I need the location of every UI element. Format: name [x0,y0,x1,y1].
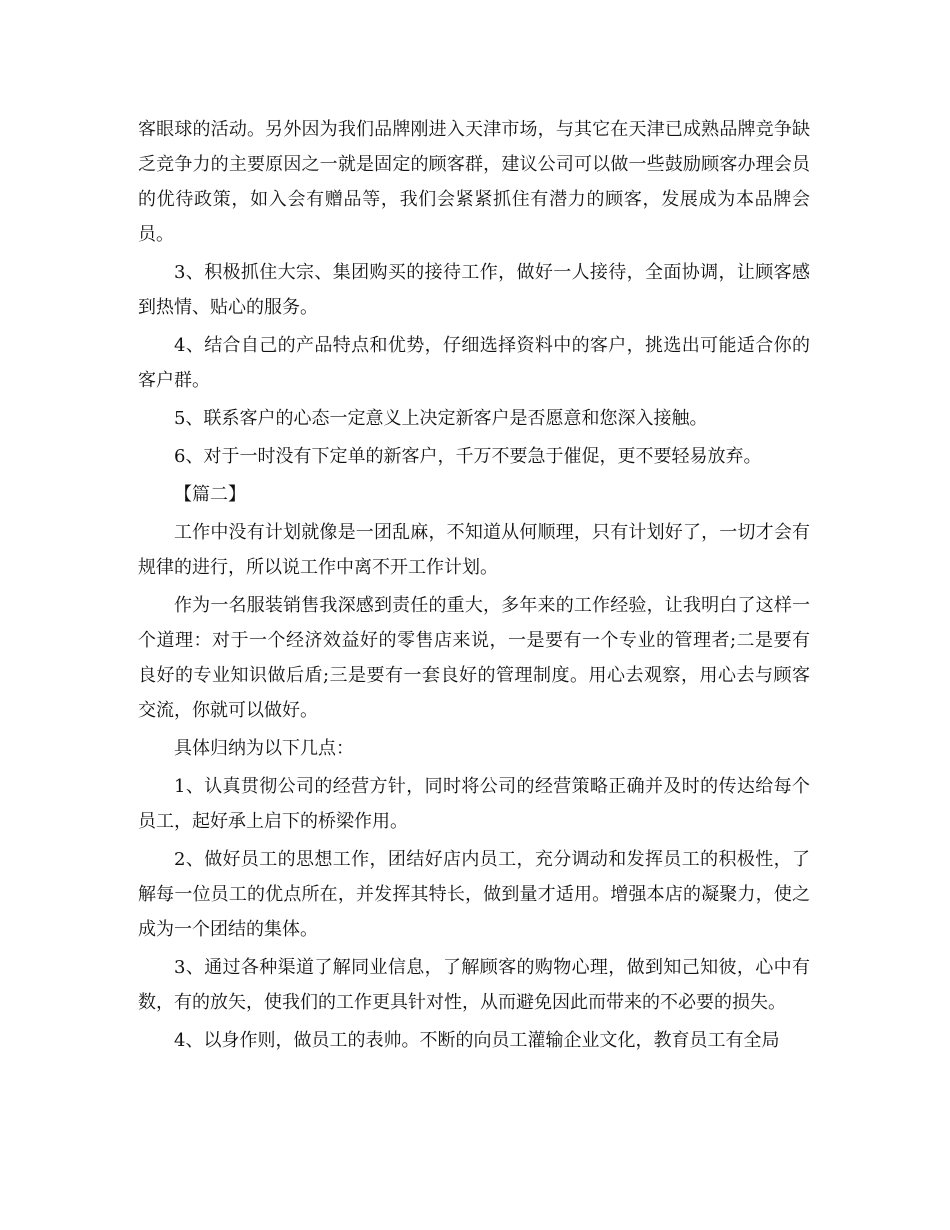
paragraph-summary-lead: 具体归纳为以下几点： [174,738,354,759]
paragraph-point-2-staff-work: 2、做好员工的思想工作，团结好店内员工，充分调动和发挥员工的积极性，了解每一位员工的优点所在，并发挥其特长，做到量才适用。增强本店的凝聚力，使之成为一个团结的集体。 [138,849,810,940]
paragraph-point-1-company-policy: 1、认真贯彻公司的经营方针，同时将公司的经营策略正确并及时的传达给每个员工，起好承上启下的桥梁作用。 [138,776,810,832]
paragraph-point-4-lead-by-example: 4、以身作则，做员工的表帅。不断的向员工灌输企业文化，教育员工有全局 [174,1030,780,1051]
paragraph-item-3-group-purchase: 3、积极抓住大宗、集团购买的接待工作，做好一人接待，全面协调，让顾客感到热情、贴心的服务。 [138,262,810,318]
paragraph-work-plan-intro: 工作中没有计划就像是一团乱麻，不知道从何顺理，只有计划好了，一切才会有规律的进行，所以说工作中离不开工作计划。 [138,522,810,578]
document-page [138,112,810,1061]
paragraph-item-5-customer-mindset: 5、联系客户的心态一定意义上决定新客户是否愿意和您深入接触。 [174,408,708,429]
paragraph-membership-policy: 客眼球的活动。另外因为我们品牌刚进入天津市场，与其它在天津已成熟品牌竞争缺乏竞争力的主要原因之一就是固定的顾客群，建议公司可以做一些鼓励顾客办理会员的优待政策，如入会有赠品等，我们会紧紧抓住有潜力的顾客，发展成为本品牌会员。 [138,119,810,245]
paragraph-point-3-market-info: 3、通过各种渠道了解同业信息，了解顾客的购物心理，做到知己知彼，心中有数，有的放矢，使我们的工作更具针对性，从而避免因此而带来的不必要的损失。 [138,957,810,1013]
paragraph-responsibility: 作为一名服装销售我深感到责任的重大，多年来的工作经验，让我明白了这样一个道理：对于一个经济效益好的零售店来说，一是要有一个专业的管理者;二是要有良好的专业知识做后盾;三是要有一套良好的管理制度。用心去观察，用心去与顾客交流，你就可以做好。 [138,595,810,721]
paragraph-item-4-customer-selection: 4、结合自己的产品特点和优势，仔细选择资料中的客户，挑选出可能适合你的客户群。 [138,335,810,391]
section-heading-part-two: 【篇二】 [174,484,246,505]
paragraph-item-6-new-customers: 6、对于一时没有下定单的新客户，千万不要急于催促，更不要轻易放弃。 [174,446,762,467]
